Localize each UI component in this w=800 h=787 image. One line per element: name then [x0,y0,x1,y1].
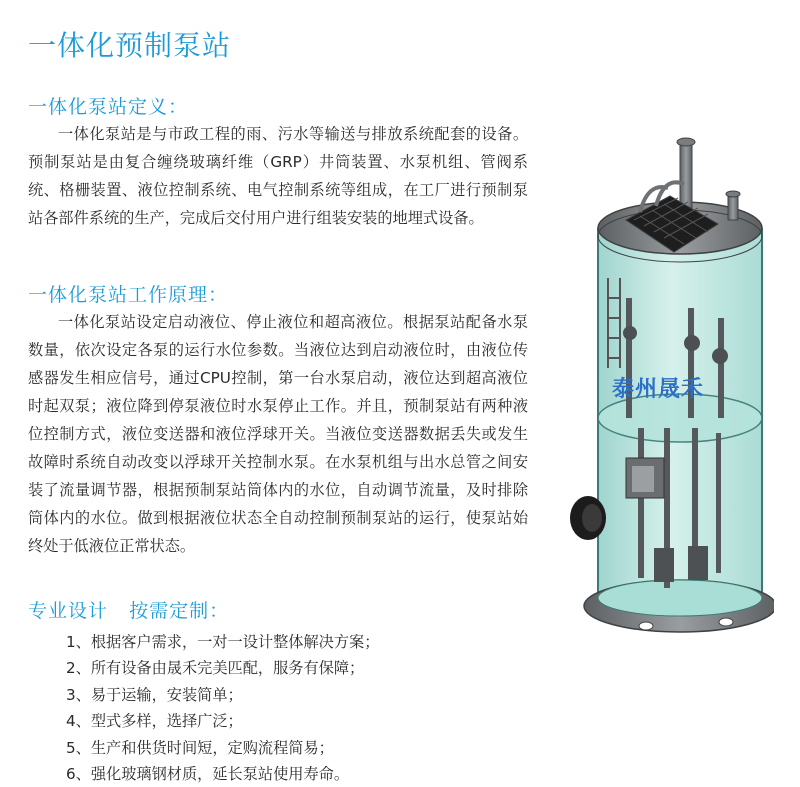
section-heading-definition: 一体化泵站定义： [28,96,189,118]
valve [623,326,637,340]
list-item: 2、所有设备由晟禾完美匹配，服务有保障； [66,659,365,678]
vent-pipe [728,194,738,220]
valve-pipe [718,318,724,418]
pipe [638,428,644,578]
vent-pipe-cap [677,138,695,146]
list-item: 3、易于运输，安装简单； [66,685,243,704]
list-item: 5、生产和供货时间短，定购流程简易； [66,738,334,757]
pump-unit [632,466,654,492]
valve [684,335,700,351]
section-heading-custom-design: 专业设计 按需定制： [28,600,230,622]
list-item: 1、根据客户需求，一对一设计整体解决方案； [66,633,380,651]
vent-pipe-cap [726,191,740,197]
pump-motor [654,548,674,582]
section-heading-principle: 一体化泵站工作原理： [28,284,229,306]
list-item: 4、型式多样，选择广泛； [66,712,243,731]
page-title: 一体化预制泵站 [28,29,232,62]
flange-hole [719,618,733,626]
outlet-pipe-inner [582,504,602,532]
definition-paragraph: 一体化泵站是与市政工程的雨、污水等输送与排放系统配套的设备。预制泵站是由复合缠绕玻璃纤维（GRP）井筒装置、水泵机组、管阀系统、格栅装置、液位控制系统、电气控制系统等组成，在工厂进行预制泵站各部件系统的生产，完成后交付用户进行组装安装的地埋式设备。 [28,125,528,227]
pipe [716,433,721,573]
feature-list [66,629,379,787]
valve [712,348,728,364]
flange-hole [639,622,653,630]
bottom-water [598,580,762,616]
principle-paragraph: 一体化泵站设定启动液位、停止液位和超高液位。根据泵站配备水泵数量，依次设定各泵的运行水位参数。当液位达到启动液位时，由液位传感器发生相应信号，通过CPU控制，第一台水泵启动，液位达到超高液位时起双泵；液位降到停泵液位时水泵停止工作。并且，预制泵站有两种液位控制方式，液位变送器和液位浮球开关。当液位变送器数据丢失或发生故障时系统自动改变以浮球开关控制水泵。在水泵机组与出水总管之间安装了流量调节器，根据预制泵站筒体内的水位，自动调节流量，及时排除筒体内的水位。做到根据液位状态全自动控制预制泵站的运行，使泵站始终处于低液位正常状态。 [28,313,528,555]
watermark: 泰州晟禾 [612,377,705,402]
list-item: 6、强化玻璃钢材质，延长泵站使用寿命。 [66,765,350,784]
vent-pipe [680,142,692,212]
pump-motor [688,546,708,580]
